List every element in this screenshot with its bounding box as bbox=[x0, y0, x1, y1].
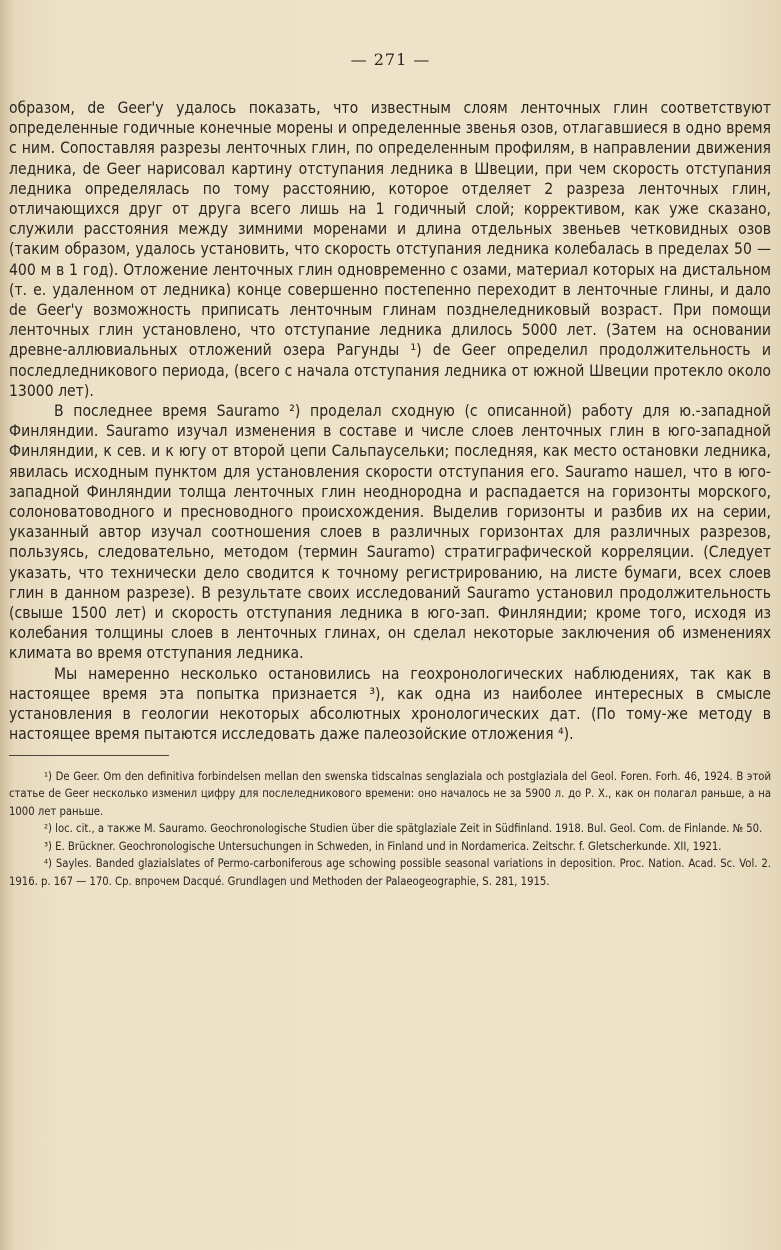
paragraph-1: образом, de Geer'у удалось показать, что известным слоям ленточных глин соответствуют определенные годичные конечные морены и определенные звенья озов, отлагавшиеся в одно время с ним. Сопоставляя разрезы ленточных глин, по определенным профилям, в направлении движения ледника, de Geer нарисовал картину отступания ледника в Швеции, при чем скорость отступания ледника определялась по тому расстоянию, которое отделяет 2 разреза ленточных глин, отличающихся друг от друга всего лишь на 1 годичный слой; коррективом, как уже сказано, служили расстояния между зимними моренами и длина отдельных звеньев четковидных озов (таким образом, удалось установить, что скорость отступания ледника колебалась в пределах 50 — 400 м в 1 год). Отложение ленточных глин одновременно с озами, материал которых на дистальном (т. е. удаленном от ледника) конце совершенно постепенно переходит в ленточные глины, и дало de Geer'у возможность приписать ленточным глинам позднеледниковый возраст. При помощи ленточных глин установлено, что отступание ледника длилось 5000 лет. (Затем на основании древне-аллювиальных отложений озера Рагунды ¹) de Geer определил продолжительность и последледникового периода, (всего с начала отступания ледника от южной Швеции протекло около 13000 лет). bbox=[9, 99, 771, 400]
footnote-3: ³) E. Brückner. Geochronologische Untersuchungen in Schweden, in Finland und in Nordamerica. Zeitschr. f. Gletscherkunde. XII, 1921. bbox=[44, 839, 722, 853]
footnote-divider bbox=[9, 755, 169, 756]
footnote-1: ¹) De Geer. Om den definitiva forbindelsen mellan den swenska tidscalnas senglaziala och postglaziala del Geol. Foren. Forh. 46, 1924. В этой статье de Geer несколько изменил цифру для послеледникового времени: оно началось не за 5900 л. до Р. Х., как он полагал раньше, а на 1000 лет раньше. bbox=[9, 769, 771, 818]
footnote-2: ²) loc. cit., а также M. Sauramo. Geochronologische Studien über die spätglaziale Zeit in Südfinland. 1918. Bul. Geol. Com. de Finlande. № 50. bbox=[44, 822, 763, 835]
paragraph-3: Мы намеренно несколько остановились на геохронологических наблюдениях, так как в настоящее время эта попытка признается ³), как одна из наиболее интересных в смысле установления в геологии некоторых абсолютных хронологических дат. (По тому-же методу в настоящее время пытаются исследовать даже палеозойские отложения ⁴). bbox=[9, 664, 771, 744]
footnote-4: ⁴) Sayles. Banded glazialslates of Permo-carboniferous age schowing possible seasonal variations in deposition. Proc. Nation. Acad. Sc. Vol. 2. 1916. p. 167 — 170. Ср. впрочем Dacqué. Grundlagen und Methoden der Palaeogeographie, S. 281, 1915. bbox=[9, 857, 771, 888]
page-number: — 271 — bbox=[350, 50, 431, 69]
page-body bbox=[9, 98, 771, 890]
paragraph-2: В последнее время Sauramo ²) проделал сходную (с описанной) работу для ю.-западной Финляндии. Sauramo изучал изменения в составе и числе слоев ленточных глин в юго-западной Финляндии, к сев. и к югу от второй цепи Сальпаусельки; последняя, как место остановки ледника, явилась исходным пунктом для установления скорости отступания его. Sauramo нашел, что в юго-западной Финляндии толща ленточных глин неоднородна и распадается на горизонты морского, солоноватоводного и пресноводного происхождения. Выделив горизонты и разбив их на серии, указанный автор изучал соотношения слоев в различных горизонтах для различных разрезов, пользуясь, следовательно, методом (термин Sauramo) стратиграфической корреляции. (Следует указать, что технически дело сводится к точному регистрированию, на листе бумаги, всех слоев глин в данном разрезе). В результате своих исследований Sauramo установил продолжительность (свыше 1500 лет) и скорость отступания ледника в юго-зап. Финляндии; кроме того, исходя из колебания толщины слоев в ленточных глинах, он сделал некоторые заключения об изменениях климата во время отступания ледника. bbox=[9, 402, 771, 663]
